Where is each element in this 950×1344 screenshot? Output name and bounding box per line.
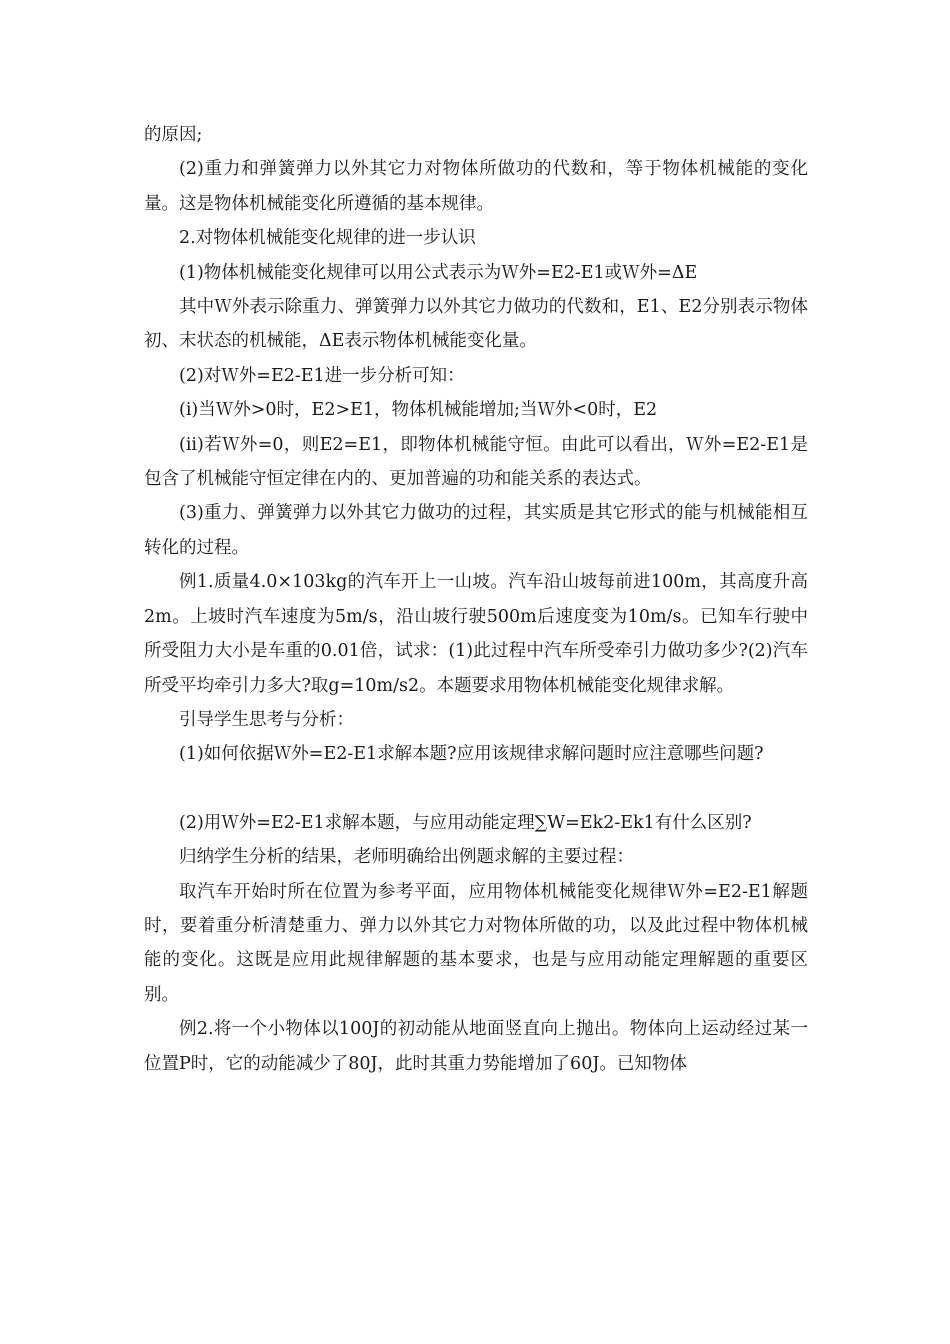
paragraph-case-i: (i)当Ｗ外>0时，E2>E1，物体机械能增加;当Ｗ外<0时，E2 <box>179 400 658 421</box>
section-heading-further-understanding: 2.对物体机械能变化规律的进一步认识 <box>179 228 476 249</box>
paragraph-question-1: (1)如何依据Ｗ外=E2-E1求解本题?应用该规律求解问题时应注意哪些问题? <box>179 744 764 765</box>
paragraph-essence: (3)重力、弹簧弹力以外其它力做功的过程，其实质是其它形式的能与机械能相互转化的过程。 <box>144 503 808 558</box>
paragraph-case-ii: (ii)若Ｗ外=0，则E2=E1，即物体机械能守恒。由此可以看出，Ｗ外=E2-E1是包含了机械能守恒定律在内的、更加普遍的功和能关系的表达式。 <box>144 434 808 490</box>
paragraph-further-analysis: (2)对Ｗ外=E2-E1进一步分析可知： <box>179 365 465 386</box>
paragraph-summary: 归纳学生分析的结果，老师明确给出例题求解的主要过程： <box>179 847 634 868</box>
document-page <box>144 118 808 1081</box>
paragraph-solution-approach: 取汽车开始时所在位置为参考平面，应用物体机械能变化规律Ｗ外=E2-E1解题时，要着重分析清楚重力、弹力以外其它力对物体所做的功，以及此过程中物体机械能的变化。这既是应用此规律解题的基本要求，也是与应用动能定理解题的重要区别。 <box>144 881 808 1005</box>
blank-line <box>144 772 808 806</box>
paragraph-guide-students: 引导学生思考与分析： <box>179 709 354 730</box>
paragraph-example-1: 例1.质量4.0×103kg的汽车开上一山坡。汽车沿山坡每前进100m，其高度升高2m。上坡时汽车速度为5m/s，沿山坡行驶500m后速度变为10m/s。已知车行驶中所受阻力大小是车重的0.01倍，试求：(1)此过程中汽车所受牵引力做功多少?(2)汽车所受平均牵引力多大?取g=10m/s2。本题要求用物体机械能变化规律求解。 <box>144 572 808 696</box>
paragraph-cause-continuation: 的原因; <box>144 125 203 145</box>
paragraph-example-2: 例2.将一个小物体以100J的初动能从地面竖直向上抛出。物体向上运动经过某一位置P时，它的动能减少了80J，此时其重力势能增加了60J。已知物体 <box>144 1019 808 1074</box>
paragraph-formula: (1)物体机械能变化规律可以用公式表示为Ｗ外=E2-E1或Ｗ外=ΔE <box>179 262 698 283</box>
paragraph-formula-explanation: 其中Ｗ外表示除重力、弹簧弹力以外其它力做功的代数和，E1、E2分别表示物体初、末状态的机械能，ΔE表示物体机械能变化量。 <box>144 297 808 352</box>
paragraph-rule-statement: (2)重力和弹簧弹力以外其它力对物体所做功的代数和，等于物体机械能的变化量。这是物体机械能变化所遵循的基本规律。 <box>144 159 808 214</box>
paragraph-question-2: (2)用Ｗ外=E2-E1求解本题，与应用动能定理∑W=Ek2-Ek1有什么区别? <box>179 812 752 833</box>
